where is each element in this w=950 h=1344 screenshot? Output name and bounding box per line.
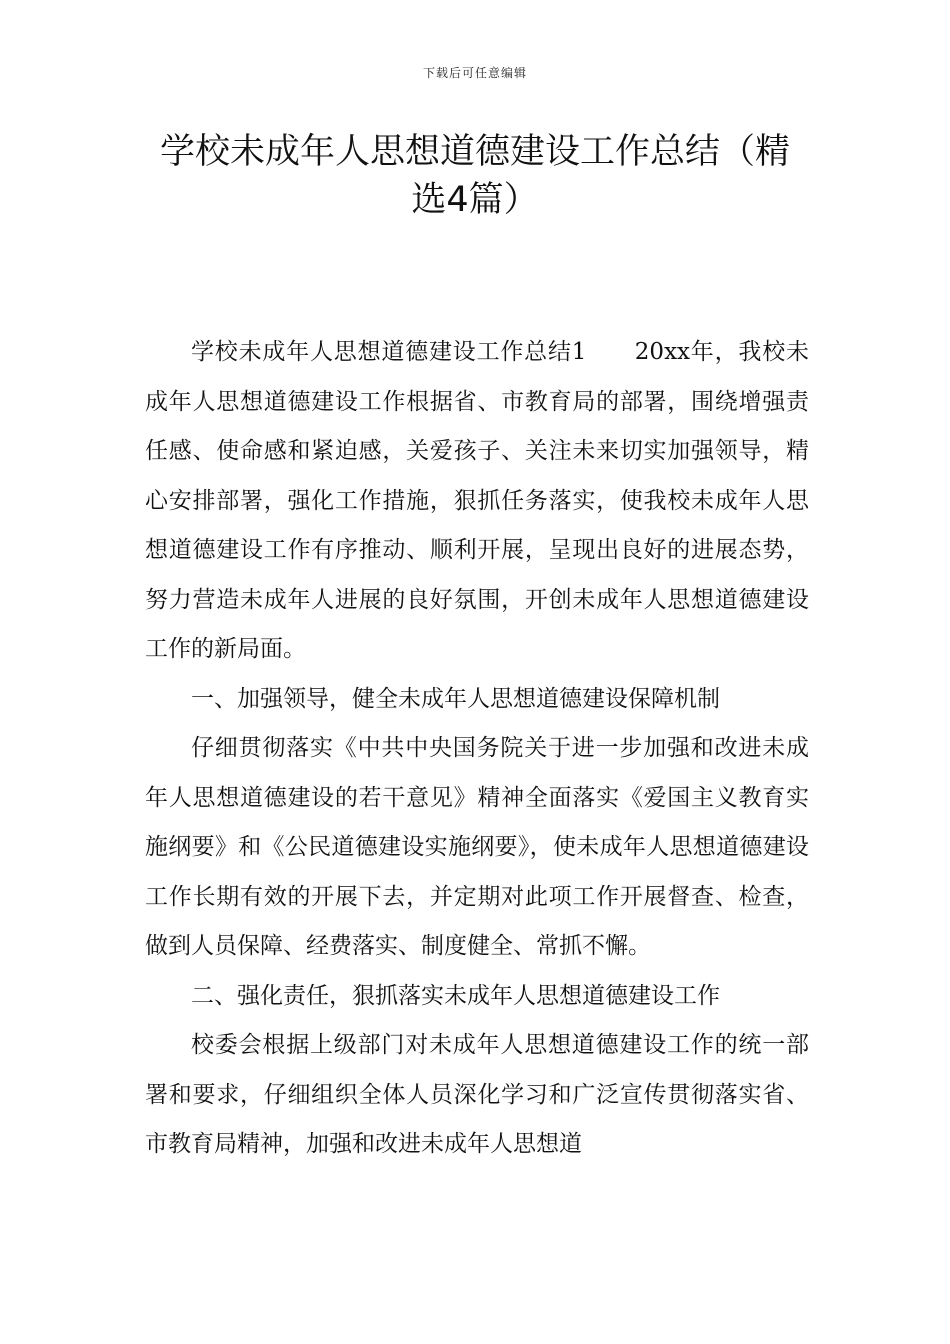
document-body: [145, 328, 809, 1170]
document-title: 学校未成年人思想道德建设工作总结（精选4篇）: [159, 132, 790, 220]
paragraph: 学校未成年人思想道德建设工作总结1 20xx年，我校未成年人思想道德建设工作根据省、市教育局的部署，围绕增强责任感、使命感和紧迫感，关爱孩子、关注未来切实加强领导，精心安排部署，强化工作措施，狠抓任务落实，使我校未成年人思想道德建设工作有序推动、顺利开展，呈现出良好的进展态势，努力营造未成年人进展的良好氛围，开创未成年人思想道德建设工作的新局面。: [145, 339, 809, 662]
section-heading: 二、强化责任，狠抓落实未成年人思想道德建设工作: [191, 982, 720, 1009]
header-note: 下载后可任意编辑: [422, 66, 527, 80]
paragraph: 仔细贯彻落实《中共中央国务院关于进一步加强和改进未成年人思想道德建设的若干意见》精神全面落实《爱国主义教育实施纲要》和《公民道德建设实施纲要》，使未成年人思想道德建设工作长期有效的开展下去，并定期对此项工作开展督查、检查，做到人员保障、经费落实、制度健全、常抓不懈。: [145, 735, 809, 959]
section-heading: 一、加强领导，健全未成年人思想道德建设保障机制: [191, 685, 720, 712]
paragraph: 校委会根据上级部门对未成年人思想道德建设工作的统一部署和要求，仔细组织全体人员深化学习和广泛宣传贯彻落实省、市教育局精神，加强和改进未成年人思想道: [145, 1032, 809, 1157]
